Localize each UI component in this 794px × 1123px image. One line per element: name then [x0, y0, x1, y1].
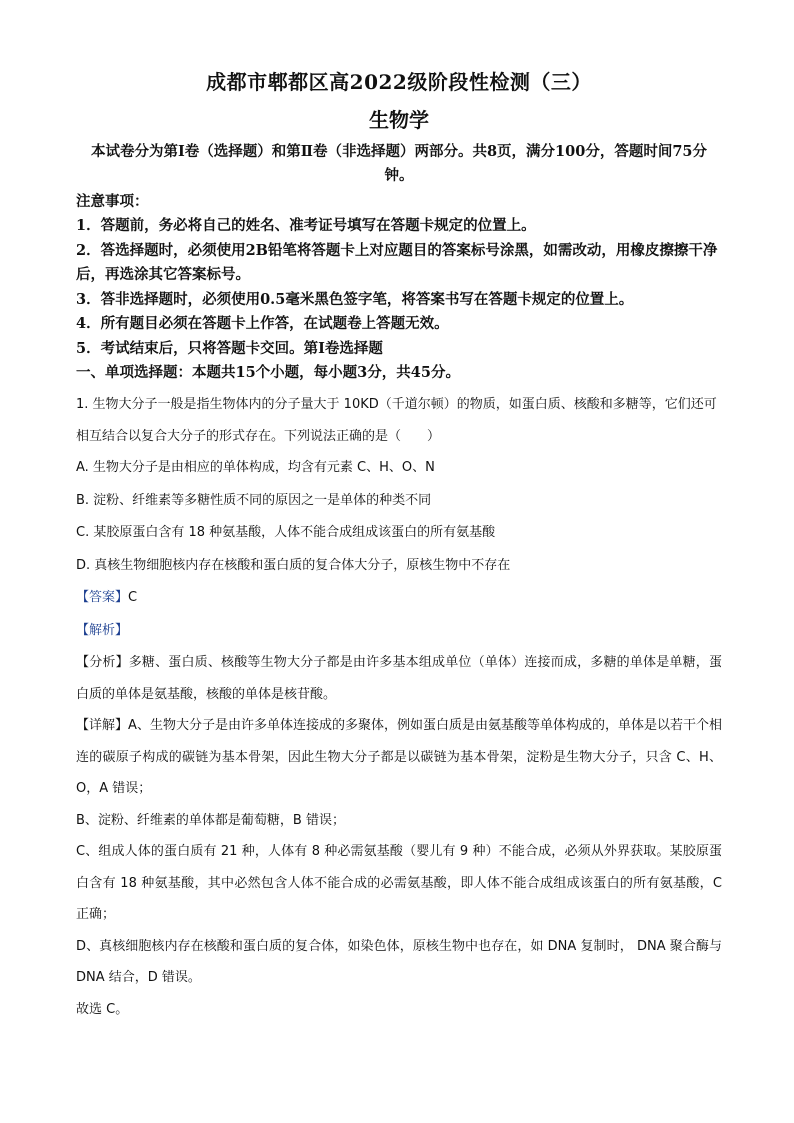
fenxi-text: 多糖、蛋白质、核酸等生物大分子都是由许多基本组成单位（单体）连接而成，多糖的单体是单糖，蛋白质的单体是氨基酸，核酸的单体是核苷酸。 — [76, 655, 722, 702]
fenxi-label: 分析 — [89, 655, 116, 670]
xiangjie-paragraph-b: B、淀粉、纤维素的单体都是葡萄糖，B 错误； — [76, 812, 345, 828]
note-item: 4．所有题目必须在答题卡上作答，在试题卷上答题无效。 — [76, 315, 449, 332]
section-heading: 一、单项选择题：本题共15个小题，每小题3分，共45分。 — [76, 364, 460, 381]
fenxi-paragraph — [76, 647, 722, 710]
analysis-label-bracket: 【解析】 — [76, 622, 129, 638]
option-b: B. 淀粉、纤维素等多糖性质不同的原因之一是单体的种类不同 — [76, 492, 432, 508]
answer-value: C — [128, 590, 138, 605]
xiangjie-paragraph-d: D、真核细胞核内存在核酸和蛋白质的复合体，如染色体，原核生物中也存在，如 DNA 复制时， DNA 聚合酶与 DNA 结合，D 错误。 — [76, 938, 722, 985]
xiangjie-label-bracket: 【详解】 — [76, 718, 129, 733]
exam-intro: 本试卷分为第Ⅰ卷（选择题）和第Ⅱ卷（非选择题）两部分。共8页，满分100分，答题时间75分钟。 — [90, 143, 708, 184]
xiangjie-paragraph-a — [76, 710, 722, 805]
answer-label-bracket: 【答案】 — [76, 590, 129, 605]
xiangjie-paragraph-c: C、组成人体的蛋白质有 21 种，人体有 8 种必需氨基酸（婴儿有 9 种）不能合成，必须从外界获取。某胶原蛋白含有 18 种氨基酸，其中必然包含人体不能合成的必需氨基酸，即人体不能合成组成该蛋白的所有氨基酸，C 正确； — [76, 844, 722, 922]
notes-heading: 注意事项： — [76, 193, 149, 210]
analysis-label: 解析 — [89, 622, 116, 638]
note-item: 2．答选择题时，必须使用2B铅笔将答题卡上对应题目的答案标号涂黑，如需改动，用橡皮擦擦干净后，再选涂其它答案标号。 — [76, 241, 718, 283]
option-a: A. 生物大分子是由相应的单体构成，均含有元素 C、H、O、N — [76, 460, 435, 475]
fenxi-label-bracket: 【分析】 — [76, 655, 129, 670]
xiangjie-a-text: A、生物大分子是由许多单体连接成的多聚体，例如蛋白质是由氨基酸等单体构成的，单体是以若干个相连的碳原子构成的碳链为基本骨架，因此生物大分子都是以碳链为基本骨架，淀粉是生物大分子，只含 C、H、O，A 错误； — [76, 718, 722, 796]
analysis-line — [76, 615, 722, 648]
option-c: C. 某胶原蛋白含有 18 种氨基酸，人体不能合成组成该蛋白的所有氨基酸 — [76, 525, 496, 540]
question-stem: 1. 生物大分子一般是指生物体内的分子量大于 10KD（千道尔顿）的物质，如蛋白质、核酸和多糖等，它们还可相互结合以复合大分子的形式存在。下列说法正确的是（ ） — [76, 397, 717, 444]
exam-title: 成都市郫都区高2022级阶段性检测（三） — [206, 70, 592, 94]
notes-list — [76, 214, 722, 361]
answer-label: 答案 — [89, 590, 116, 605]
answer-line — [76, 582, 722, 615]
note-item: 3．答非选择题时，必须使用0.5毫米黑色签字笔，将答案书写在答题卡规定的位置上。 — [76, 290, 634, 308]
note-item: 1．答题前，务必将自己的姓名、准考证号填写在答题卡规定的位置上。 — [76, 217, 536, 234]
subject-title: 生物学 — [369, 108, 429, 132]
xiangjie-label: 详解 — [89, 718, 116, 733]
option-d: D. 真核生物细胞核内存在核酸和蛋白质的复合体大分子，原核生物中不存在 — [76, 557, 511, 573]
conclusion: 故选 C。 — [76, 1001, 129, 1017]
note-item: 5．考试结束后，只将答题卡交回。第Ⅰ卷选择题 — [76, 339, 383, 357]
